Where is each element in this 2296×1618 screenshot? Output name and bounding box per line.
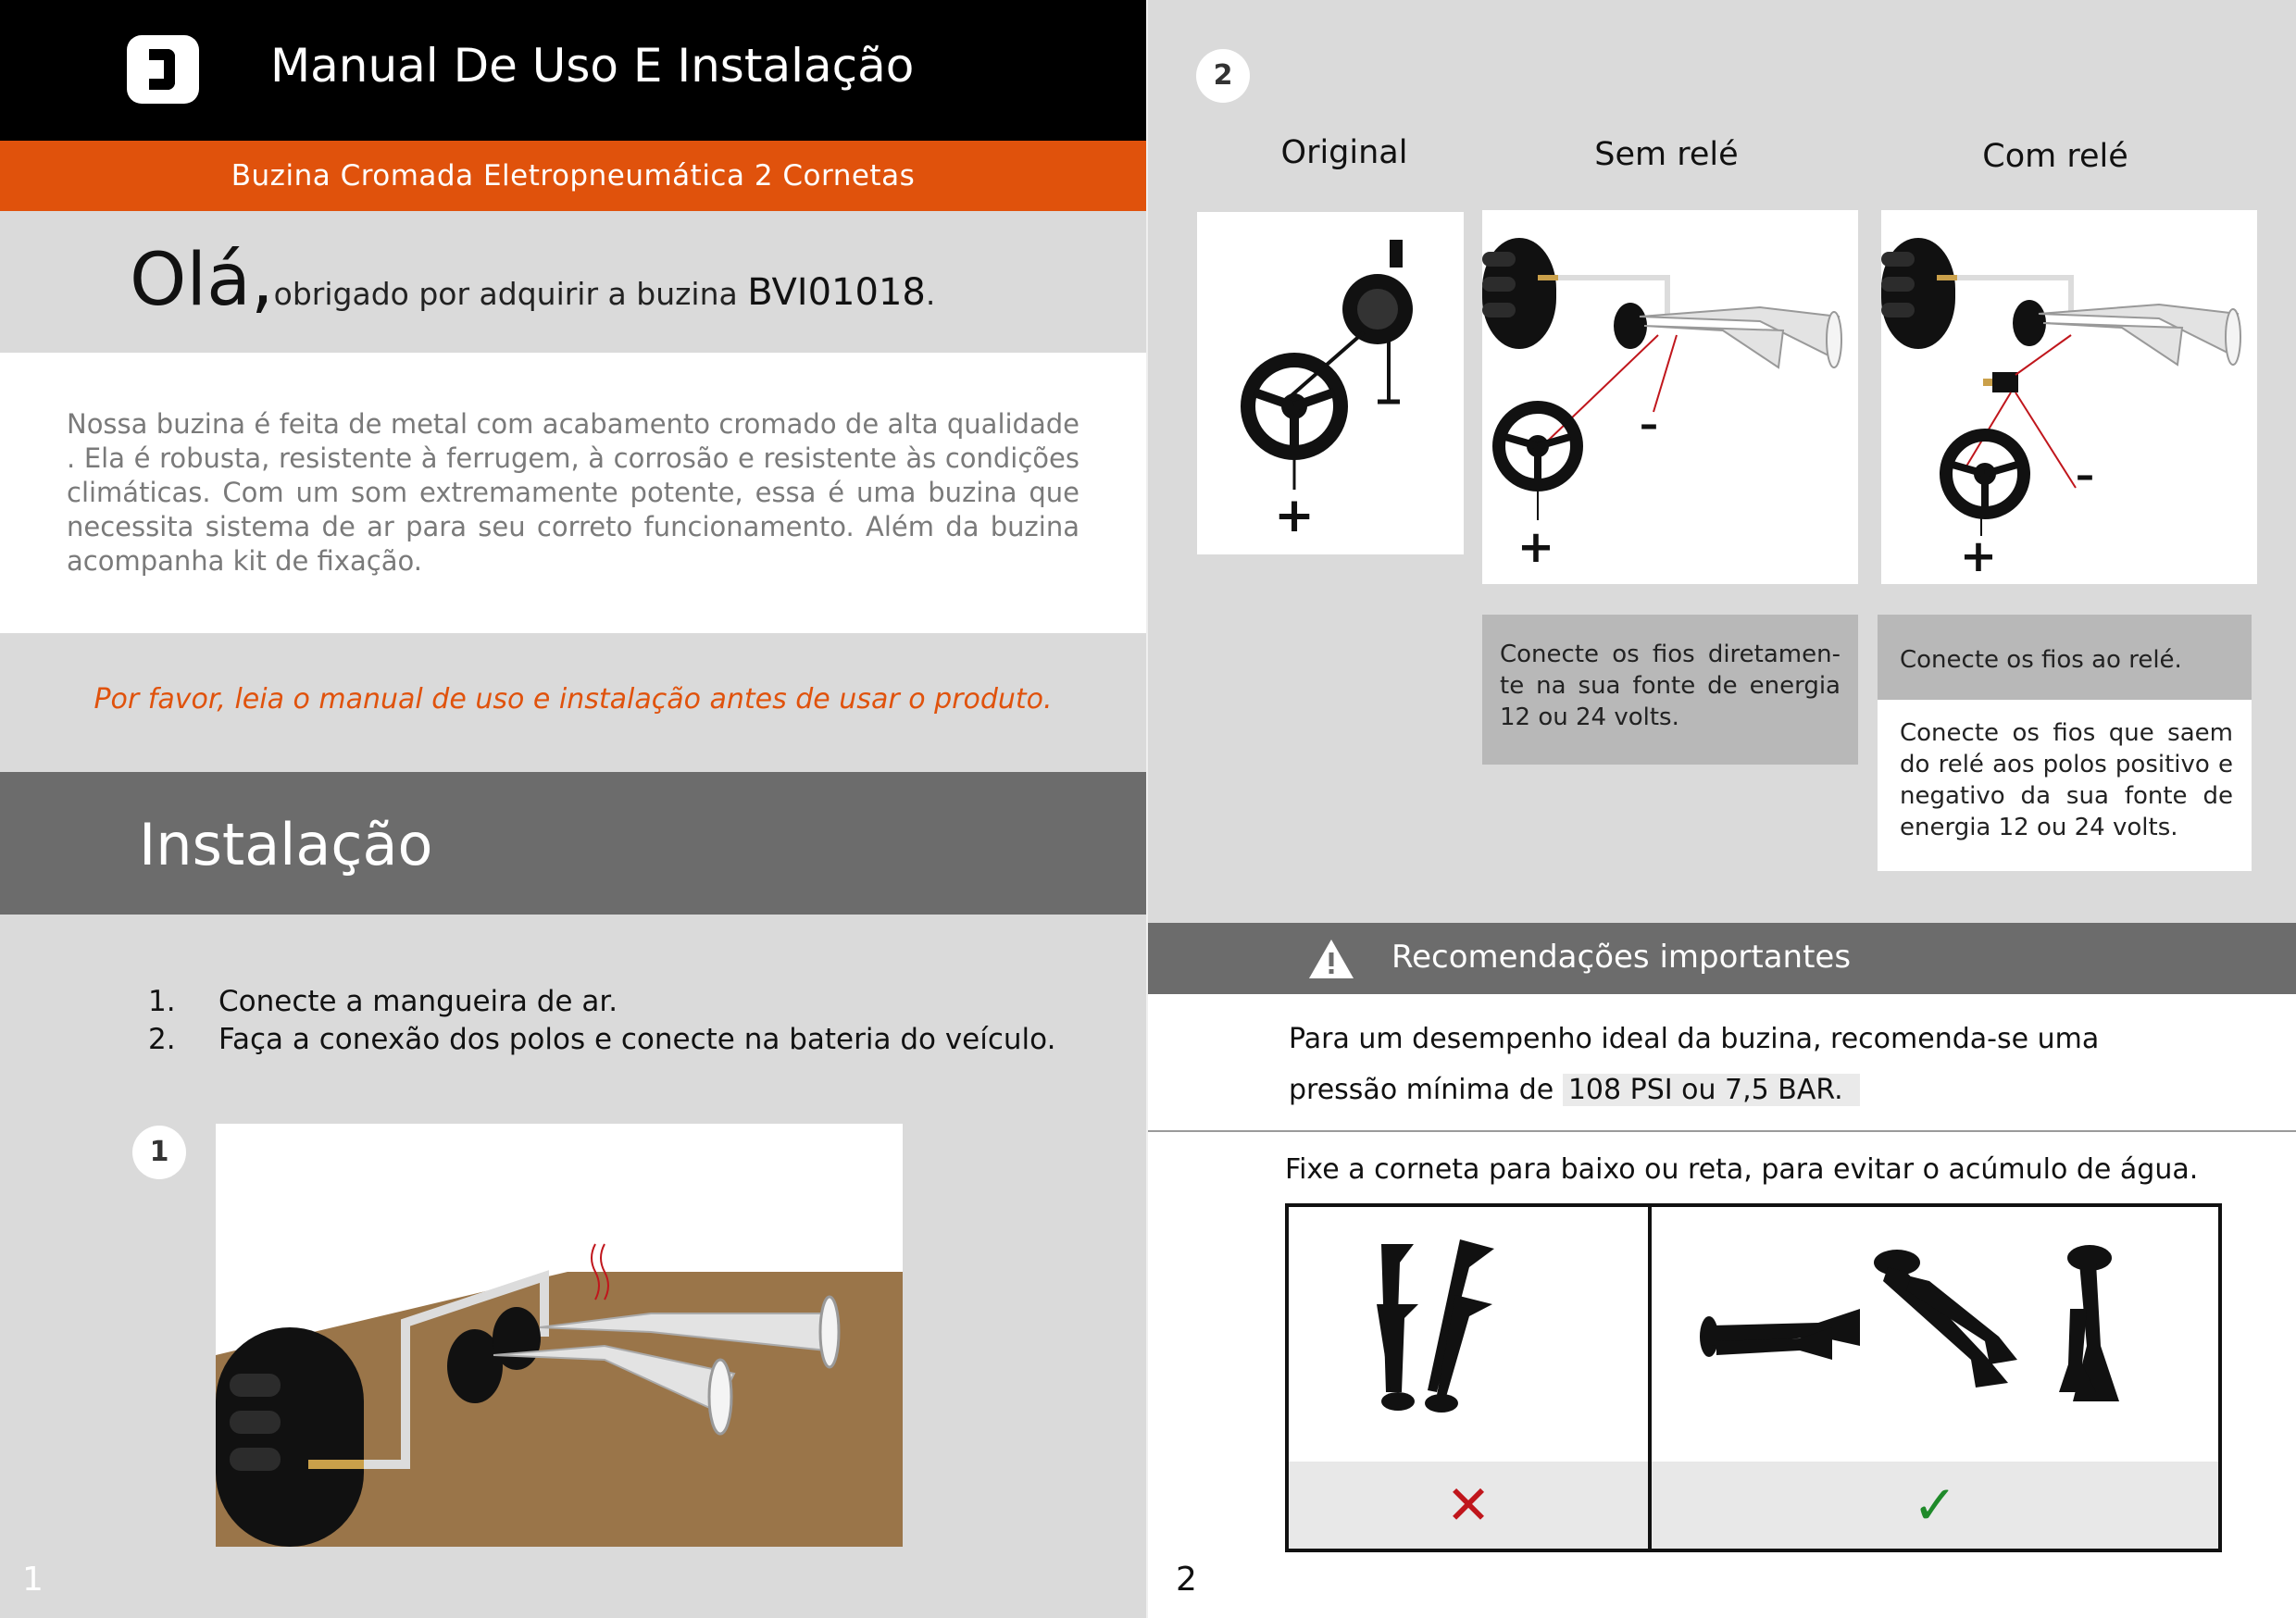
right-orientation-illustration <box>1652 1207 2218 1466</box>
greeting-text: obrigado por adquirir a buzina <box>273 276 748 312</box>
wrong-orientation-illustration <box>1289 1207 1648 1466</box>
diagram-title-original: Original <box>1280 134 1408 171</box>
caption-com-rele-top: Conecte os fios ao relé. <box>1900 646 2182 674</box>
step-number: 1. <box>148 985 176 1018</box>
product-code: BVI01018 <box>747 271 926 314</box>
step-number: 2. <box>148 1023 176 1056</box>
page-right <box>1146 0 2296 1618</box>
brand-logo-icon <box>127 35 199 104</box>
diagram-original <box>1197 212 1464 554</box>
diagram-com-rele <box>1881 210 2257 584</box>
step-text: Conecte a mangueira de ar. <box>218 985 618 1018</box>
horn-install-illustration <box>216 1124 903 1547</box>
pressure-text: Para um desempenho ideal da buzina, recomenda-se uma pressão mínima de <box>1289 1023 2100 1106</box>
plus-sign: + <box>1516 521 1555 573</box>
greeting-dot: . <box>925 276 936 312</box>
pressure-value: 108 PSI ou 7,5 BAR. <box>1563 1074 1860 1106</box>
orientation-instruction: Fixe a corneta para baixo ou reta, para evitar o acúmulo de água. <box>1285 1153 2199 1186</box>
manual-title: Manual De Uso E Instalação <box>270 39 915 93</box>
figure-badge-2: 2 <box>1196 49 1250 103</box>
diagram-title-com-rele: Com relé <box>1982 138 2128 175</box>
check-mark-icon: ✓ <box>1912 1474 1958 1537</box>
page-number-left: 1 <box>22 1561 44 1599</box>
wiring-relay-illustration <box>1881 210 2257 584</box>
section-title: Instalação <box>139 811 433 878</box>
intro-paragraph: Nossa buzina é feita de metal com acabamento cromado de alta qualidade . Ela é robusta, resistente à ferrugem, à corrosão e resistente às condições climáticas. Com um som extremamente potente, essa é uma buzina que necessita sistema de ar para seu correto funcionamento. Além da buzina acompanha kit de fixação. <box>67 408 1079 577</box>
orientation-table <box>1285 1203 2222 1552</box>
minus-sign: – <box>1640 404 1658 446</box>
wiring-original-illustration <box>1197 212 1464 554</box>
step-text: Faça a conexão dos polos e conecte na bateria do veículo. <box>218 1023 1056 1056</box>
greeting <box>130 239 935 322</box>
installation-illustration <box>216 1124 903 1547</box>
read-manual-warning: Por favor, leia o manual de uso e instalação antes de usar o produto. <box>94 683 1053 716</box>
figure-badge-1: 1 <box>132 1126 186 1179</box>
install-steps <box>148 983 1055 1059</box>
diagram-title-sem-rele: Sem relé <box>1594 136 1739 173</box>
list-item <box>148 1021 1055 1059</box>
plus-sign: + <box>1959 530 1998 582</box>
list-item <box>148 983 1055 1021</box>
page-number-right: 2 <box>1176 1561 1197 1599</box>
greeting-hello: Olá, <box>130 239 274 322</box>
caption-sem-rele: Conecte os fios diretamen-te na sua fonte de energia 12 ou 24 volts. <box>1500 641 1841 731</box>
page-left <box>0 0 1146 1618</box>
minus-sign: – <box>2076 454 2094 497</box>
warning-icon <box>1307 938 1355 980</box>
pressure-recommendation <box>1289 1014 2177 1115</box>
plus-sign: + <box>1274 488 1315 543</box>
recommendations-title: Recomendações importantes <box>1391 939 1852 976</box>
product-subtitle: Buzina Cromada Eletropneumática 2 Cornetas <box>0 141 1146 211</box>
wrong-mark-icon: ✕ <box>1445 1474 1491 1537</box>
wiring-direct-illustration <box>1482 210 1858 584</box>
diagram-sem-rele <box>1482 210 1858 584</box>
caption-com-rele-bottom: Conecte os fios que saem do relé aos polos positivo e negativo da sua fonte de energia 12 ou 24 volts. <box>1900 719 2233 841</box>
